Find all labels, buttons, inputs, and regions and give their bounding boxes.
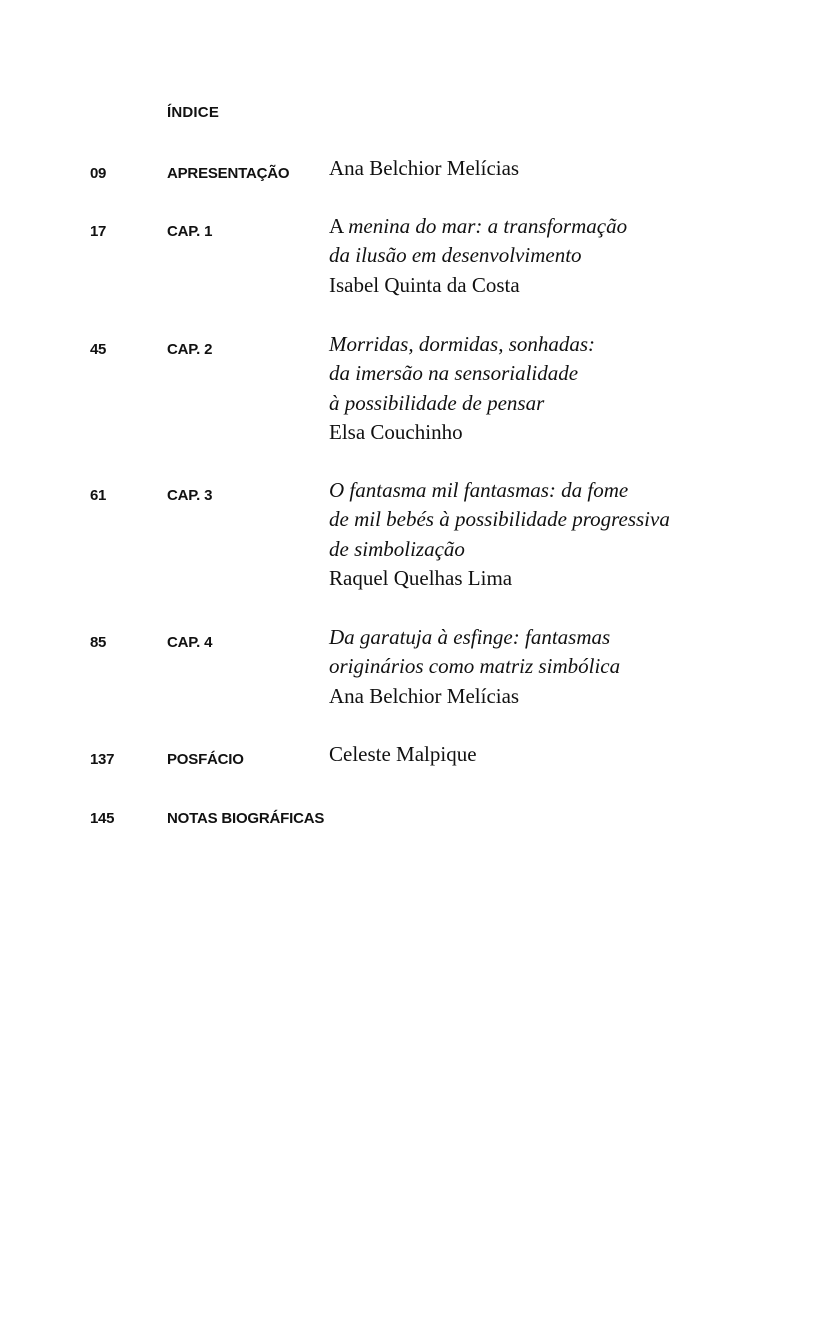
toc-author: Celeste Malpique bbox=[329, 742, 477, 766]
toc-entry-text bbox=[329, 212, 627, 300]
toc-chapter-title-line: à possibilidade de pensar bbox=[329, 390, 545, 415]
toc-section-label: POSFÁCIO bbox=[167, 751, 244, 768]
toc-section-label: CAP. 1 bbox=[167, 223, 213, 240]
toc-chapter-title-line: O fantasma mil fantasmas: da fome bbox=[329, 478, 629, 502]
toc-author: Ana Belchior Melícias bbox=[329, 156, 520, 180]
toc-page-number: 145 bbox=[90, 810, 115, 827]
toc-chapter-title-line bbox=[329, 212, 627, 241]
toc-chapter-title-line: Morridas, dormidas, sonhadas: bbox=[329, 332, 596, 356]
toc-section-label: CAP. 3 bbox=[167, 487, 213, 504]
toc-chapter-title-line: originários como matriz simbólica bbox=[329, 654, 621, 679]
toc-page-number: 17 bbox=[90, 223, 107, 240]
toc-page-number: 09 bbox=[90, 165, 107, 182]
toc-section-label: CAP. 2 bbox=[167, 341, 213, 358]
toc-section-label: NOTAS BIOGRÁFICAS bbox=[167, 810, 325, 827]
toc-entry-text bbox=[329, 154, 519, 183]
toc-author: Ana Belchior Melícias bbox=[329, 683, 520, 708]
toc-page-number: 85 bbox=[90, 634, 107, 651]
toc-title-prefix: A bbox=[329, 214, 349, 238]
toc-page-number: 61 bbox=[90, 487, 107, 504]
toc-entry-text bbox=[329, 476, 670, 593]
toc-title-italic: menina do mar: a transformação bbox=[348, 214, 628, 238]
toc-chapter-title-line: da imersão na sensorialidade bbox=[329, 361, 579, 386]
toc-entry-text bbox=[329, 330, 595, 447]
toc-page-number: 45 bbox=[90, 341, 107, 358]
toc-section-label: CAP. 4 bbox=[167, 634, 213, 651]
page-title: ÍNDICE bbox=[167, 104, 220, 121]
toc-author: Raquel Quelhas Lima bbox=[329, 565, 513, 590]
toc-section-label: APRESENTAÇÃO bbox=[167, 165, 290, 182]
toc-chapter-title-line: de mil bebés à possibilidade progressiva bbox=[329, 507, 670, 532]
toc-entry-text bbox=[329, 623, 620, 711]
toc-author: Elsa Couchinho bbox=[329, 419, 463, 444]
toc-entry-text bbox=[329, 740, 477, 769]
toc-author: Isabel Quinta da Costa bbox=[329, 272, 520, 297]
toc-chapter-title-line: Da garatuja à esfinge: fantasmas bbox=[329, 625, 611, 649]
toc-chapter-title-line: da ilusão em desenvolvimento bbox=[329, 243, 582, 268]
toc-chapter-title-line: de simbolização bbox=[329, 536, 465, 561]
toc-page-number: 137 bbox=[90, 751, 115, 768]
